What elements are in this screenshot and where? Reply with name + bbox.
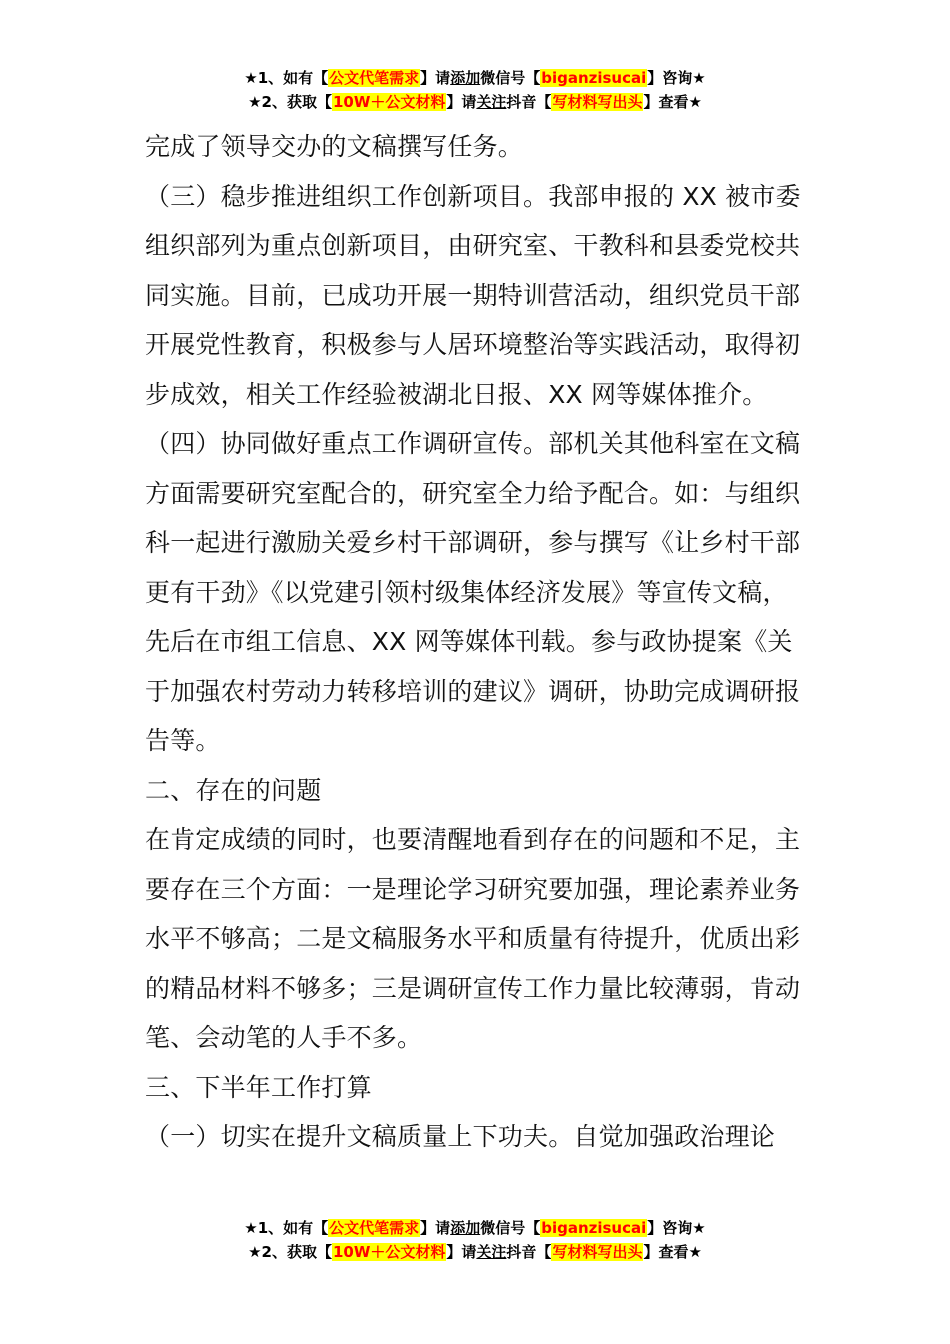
banner-text: 】请	[420, 1219, 451, 1237]
banner-text: ★1、如有【	[244, 1219, 329, 1237]
banner-highlight: 公文代笔需求	[329, 1219, 420, 1237]
banner-text: 】咨询★	[647, 1219, 706, 1237]
banner-wechat-id: biganzisucai	[541, 69, 647, 87]
banner-text: 抖音【	[506, 1243, 552, 1261]
banner-text: 】查看★	[643, 93, 702, 111]
banner-underlined-text: 关注	[476, 1243, 507, 1261]
paragraph-continuation: 完成了领导交办的文稿撰写任务。	[145, 132, 524, 161]
footer-banner	[0, 1216, 950, 1264]
banner-highlight: 10W＋公文材料	[332, 1243, 446, 1261]
banner-line-2	[0, 90, 950, 114]
banner-line-1	[0, 1216, 950, 1240]
paragraph-plan-1: （一）切实在提升文稿质量上下功夫。自觉加强政治理论	[145, 1122, 776, 1151]
document-body	[145, 122, 810, 1162]
header-banner	[0, 66, 950, 114]
paragraph-problems: 在肯定成绩的同时，也要清醒地看到存在的问题和不足，主要存在三个方面：一是理论学习研究要加强，理论素养业务水平不够高；二是文稿服务水平和质量有待提升，优质出彩的精品材料不够多；三是调研宣传工作力量比较薄弱，肯动笔、会动笔的人手不多。	[145, 825, 801, 1052]
banner-text: ★2、获取【	[248, 1243, 332, 1261]
heading-problems: 二、存在的问题	[145, 775, 322, 805]
heading-next-half-plan: 三、下半年工作打算	[145, 1072, 372, 1102]
banner-douyin-name: 写材料写出头	[552, 93, 643, 111]
banner-underlined-text: 关注	[476, 93, 507, 111]
banner-text: 】请	[420, 69, 451, 87]
banner-text: ★2、获取【	[248, 93, 332, 111]
banner-underlined-text: 添加	[450, 69, 481, 87]
banner-douyin-name: 写材料写出头	[552, 1243, 643, 1261]
banner-text: 微信号【	[480, 1219, 541, 1237]
banner-text: 】查看★	[643, 1243, 702, 1261]
banner-text: ★1、如有【	[244, 69, 329, 87]
banner-text: 】请	[446, 1243, 477, 1261]
banner-underlined-text: 添加	[450, 1219, 481, 1237]
banner-text: 】咨询★	[647, 69, 706, 87]
banner-line-2	[0, 1240, 950, 1264]
banner-text: 抖音【	[506, 93, 552, 111]
banner-wechat-id: biganzisucai	[541, 1219, 647, 1237]
banner-highlight: 公文代笔需求	[329, 69, 420, 87]
paragraph-section-4: （四）协同做好重点工作调研宣传。部机关其他科室在文稿方面需要研究室配合的，研究室全力给予配合。如：与组织科一起进行激励关爱乡村干部调研，参与撰写《让乡村干部更有干劲》《以党建引领村级集体经济发展》等宣传文稿，先后在市组工信息、XX 网等媒体刊载。参与政协提案《关于加强农村劳动力转移培训的建议》调研，协助完成调研报告等。	[145, 429, 801, 755]
banner-highlight: 10W＋公文材料	[332, 93, 446, 111]
banner-text: 微信号【	[480, 69, 541, 87]
banner-text: 】请	[446, 93, 477, 111]
banner-line-1	[0, 66, 950, 90]
paragraph-section-3: （三）稳步推进组织工作创新项目。我部申报的 XX 被市委组织部列为重点创新项目，由研究室、干教科和县委党校共同实施。目前，已成功开展一期特训营活动，组织党员干部开展党性教育，积极参与人居环境整治等实践活动，取得初步成效，相关工作经验被湖北日报、XX 网等媒体推介。	[145, 181, 801, 409]
